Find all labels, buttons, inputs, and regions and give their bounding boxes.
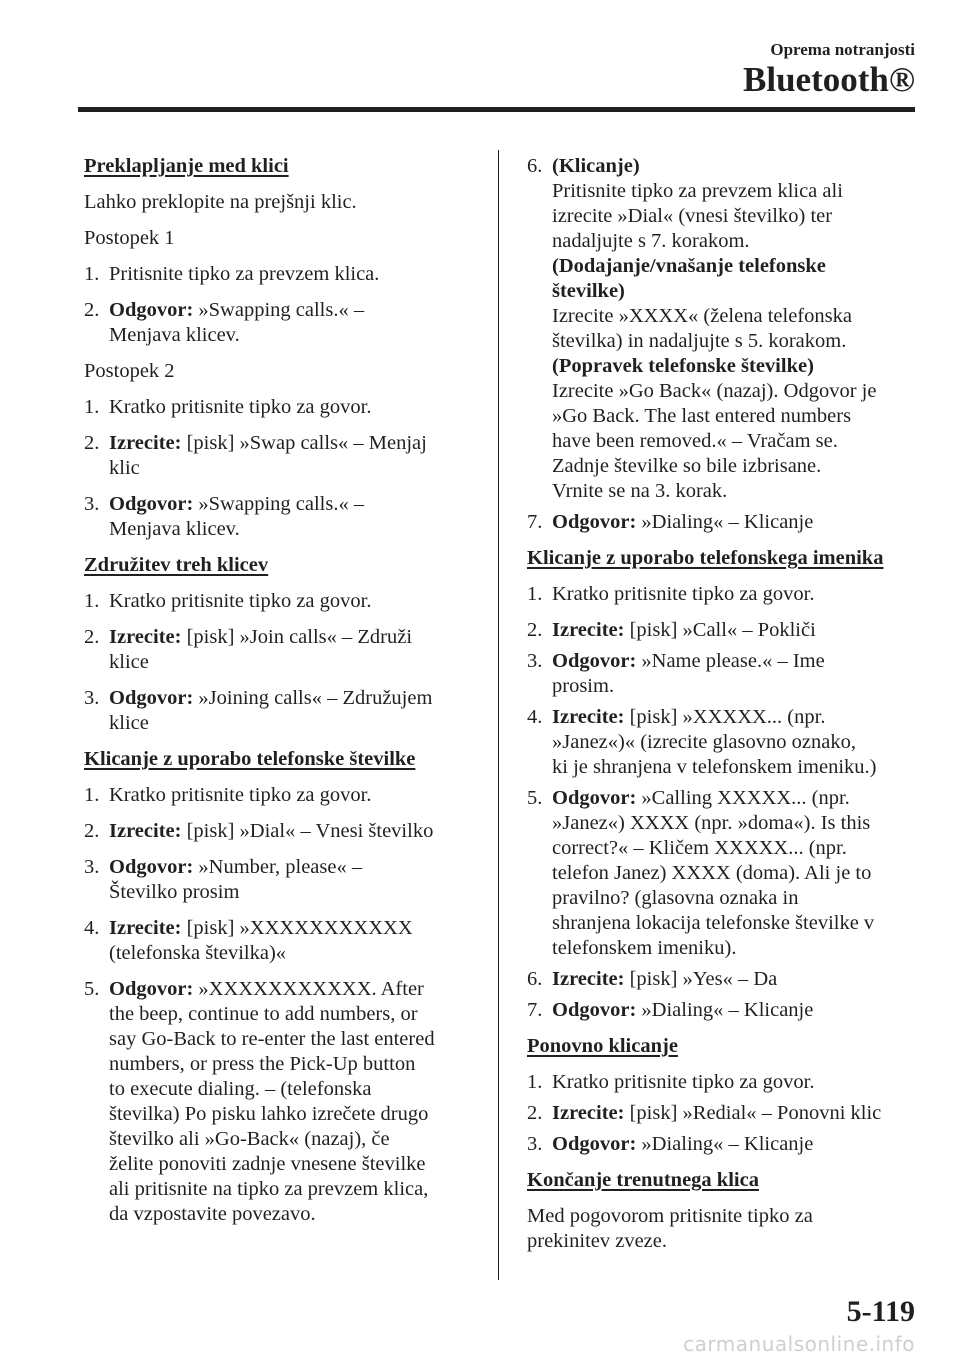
step-keyword: Odgovor: [109,687,194,709]
step-line: klice [109,651,149,673]
step-number: 3. [84,687,100,709]
heading-merge-calls: Združitev treh klicev [84,554,269,576]
step-line: [pisk] »Swap calls« – Menjaj [186,432,427,454]
step-text [552,1101,927,1126]
step-number: 4. [84,917,100,939]
list-item [527,582,927,607]
heading-end-call: Končanje trenutnega klica [527,1169,759,1191]
step-line: [pisk] »Join calls« – Združi [186,626,413,648]
section-name: Oprema notranjosti [770,40,915,59]
step-number: 1. [84,590,100,612]
step-text [109,298,484,348]
step-text: Kratko pritisnite tipko za govor. [552,1071,815,1093]
procedure-2-label: Postopek 2 [84,360,175,382]
step-keyword: Odgovor: [552,511,637,533]
step-text [109,431,484,481]
step-line: »Name please.« – Ime [641,650,825,672]
step-line: Zadnje številke so bile izbrisane. [552,455,822,477]
step-text: Kratko pritisnite tipko za govor. [109,590,372,612]
step-keyword: Odgovor: [109,978,194,1000]
step-line: »Dialing« – Klicanje [641,511,814,533]
step-line: številka) Po pisku lahko izrečete drugo [109,1103,429,1125]
list-item [527,1101,927,1126]
step-line: »Go Back. The last entered numbers [552,405,852,427]
list-item [527,618,927,643]
step-keyword: Odgovor: [109,856,194,878]
step-number: 2. [84,820,100,842]
step-text [552,998,927,1023]
step-line: izrecite »Dial« (vnesi številko) ter [552,205,833,227]
step-text [109,977,484,1227]
right-column [527,154,927,1265]
step-line: to execute dialing. – (telefonska [109,1078,372,1100]
step-line: numbers, or press the Pick-Up button [109,1053,416,1075]
page-number: 5-119 [846,1295,915,1328]
heading-dial-number: Klicanje z uporabo telefonske številke [84,748,416,770]
step-line: »Janez«)« (izrecite glasovno oznako, [552,731,856,753]
list-item [84,819,484,844]
step-subheading: številke) [552,280,625,302]
step-number: 7. [527,511,543,533]
list-item [527,154,927,504]
step-text [552,786,927,961]
step-keyword: Izrecite: [109,626,182,648]
step-text [552,618,927,643]
list-item [527,967,927,992]
step-line: say Go-Back to re-enter the last entered [109,1028,435,1050]
list-item [84,431,484,481]
step-keyword: Izrecite: [552,968,625,990]
step-text [109,686,484,736]
step-keyword: Izrecite: [109,820,182,842]
list-item [84,492,484,542]
step-number: 3. [527,1133,543,1155]
step-line: [pisk] »XXXXX... (npr. [629,706,826,728]
step-line: [pisk] »XXXXXXXXXXX [186,917,413,939]
step-text [552,510,927,535]
step-line: correct?« – Kličem XXXXX... (npr. [552,837,847,859]
step-text [552,649,927,699]
list-item [84,625,484,675]
step-keyword: Izrecite: [109,432,182,454]
list-item [84,395,484,420]
step-number: 1. [84,784,100,806]
step-text [552,967,927,992]
list-item [84,262,484,287]
step-line: shranjena lokacija telefonske številke v [552,912,875,934]
step-line: »Joining calls« – Združujem [198,687,433,709]
step-text [109,855,484,905]
heading-redial: Ponovno klicanje [527,1035,678,1057]
step-number: 2. [84,432,100,454]
end-call-text [527,1204,927,1254]
list-item [84,298,484,348]
step-subheading: (Dodajanje/vnašanje telefonske [552,255,826,277]
list-item [527,998,927,1023]
step-line: Pritisnite tipko za prevzem klica ali [552,180,843,202]
step-number: 3. [84,493,100,515]
step-line: »Calling XXXXX... (npr. [641,787,850,809]
step-line: telefon Janez) XXXX (doma). Ali je to [552,862,872,884]
step-keyword: Odgovor: [552,1133,637,1155]
step-text [552,154,927,504]
step-line: »Dialing« – Klicanje [641,1133,814,1155]
step-line: Izrecite »XXXX« (želena telefonska [552,305,852,327]
step-line: »Dialing« – Klicanje [641,999,814,1021]
chapter-title: Bluetooth® [743,60,915,99]
step-number: 1. [84,263,100,285]
step-line: Izrecite »Go Back« (nazaj). Odgovor je [552,380,877,402]
step-number: 5. [84,978,100,1000]
step-keyword: Odgovor: [552,999,637,1021]
step-number: 2. [84,299,100,321]
step-text [109,916,484,966]
step-text [552,1132,927,1157]
step-number: 1. [527,583,543,605]
step-text [109,492,484,542]
step-number: 6. [527,968,543,990]
step-line: ki je shranjena v telefonskem imeniku.) [552,756,877,778]
step-keyword: Odgovor: [552,787,637,809]
heading-switch-calls: Preklapljanje med klici [84,155,289,177]
header-rule [78,107,915,112]
step-keyword: Odgovor: [552,650,637,672]
step-text: Kratko pritisnite tipko za govor. [552,583,815,605]
step-number: 2. [84,626,100,648]
step-subheading: (Klicanje) [552,155,640,177]
step-line: [pisk] »Redial« – Ponovni klic [629,1102,882,1124]
list-item [84,686,484,736]
list-item [527,786,927,961]
para-line: Med pogovorom pritisnite tipko za [527,1205,813,1227]
list-item [84,589,484,614]
step-line: prosim. [552,675,615,697]
list-item [84,977,484,1227]
list-item [84,916,484,966]
step-line: pravilno? (glasovna oznaka in [552,887,799,909]
list-item [84,855,484,905]
intro-text: Lahko preklopite na prejšnji klic. [84,191,357,213]
list-item [527,1070,927,1095]
step-keyword: Izrecite: [552,706,625,728]
column-divider [498,150,499,1280]
step-line: the beep, continue to add numbers, or [109,1003,418,1025]
step-line: klice [109,712,149,734]
procedure-1-label: Postopek 1 [84,227,175,249]
step-line: številka) in nadaljujte s 5. korakom. [552,330,847,352]
step-keyword: Odgovor: [109,493,194,515]
step-line: Menjava klicev. [109,324,240,346]
step-keyword: Izrecite: [552,1102,625,1124]
step-line: Menjava klicev. [109,518,240,540]
step-line: [pisk] »Dial« – Vnesi številko [186,820,434,842]
step-line: da vzpostavite povezavo. [109,1203,316,1225]
watermark: carmanualsonline.info [683,1332,915,1356]
list-item [527,510,927,535]
step-line: telefonskem imeniku). [552,937,737,959]
step-line: (telefonska številka)« [109,942,287,964]
step-line: ali pritisnite na tipko za prevzem klica, [109,1178,429,1200]
step-text: Kratko pritisnite tipko za govor. [109,784,372,806]
step-line: [pisk] »Yes« – Da [629,968,778,990]
step-line: Vrnite se na 3. korak. [552,480,728,502]
step-line: [pisk] »Call« – Pokliči [629,619,816,641]
step-subheading: (Popravek telefonske številke) [552,355,814,377]
step-number: 4. [527,706,543,728]
step-keyword: Odgovor: [109,299,194,321]
step-number: 6. [527,155,543,177]
step-number: 2. [527,1102,543,1124]
step-text: Pritisnite tipko za prevzem klica. [109,263,380,285]
list-item [84,783,484,808]
step-number: 3. [527,650,543,672]
step-text [109,625,484,675]
step-text: Kratko pritisnite tipko za govor. [109,396,372,418]
step-line: »Swapping calls.« – [198,493,365,515]
list-item [527,1132,927,1157]
step-text [552,705,927,780]
step-line: »XXXXXXXXXXX. After [198,978,424,1000]
left-column [84,154,484,1238]
step-number: 7. [527,999,543,1021]
step-number: 1. [527,1071,543,1093]
step-line: »Swapping calls.« – [198,299,365,321]
step-number: 5. [527,787,543,809]
step-keyword: Izrecite: [109,917,182,939]
para-line: prekinitev zveze. [527,1230,668,1252]
step-line: »Number, please« – [198,856,363,878]
step-keyword: Izrecite: [552,619,625,641]
list-item [527,705,927,780]
list-item [527,649,927,699]
step-line: želite ponoviti zadnje vnesene številke [109,1153,426,1175]
step-line: »Janez«) XXXX (npr. »doma«). Is this [552,812,871,834]
step-number: 2. [527,619,543,641]
step-number: 1. [84,396,100,418]
step-line: Številko prosim [109,881,240,903]
step-number: 3. [84,856,100,878]
step-line: have been removed.« – Vračam se. [552,430,838,452]
step-line: klic [109,457,140,479]
step-text [109,819,484,844]
step-line: številko ali »Go-Back« (nazaj), če [109,1128,390,1150]
heading-dial-phonebook: Klicanje z uporabo telefonskega imenika [527,547,884,569]
step-line: nadaljujte s 7. korakom. [552,230,750,252]
